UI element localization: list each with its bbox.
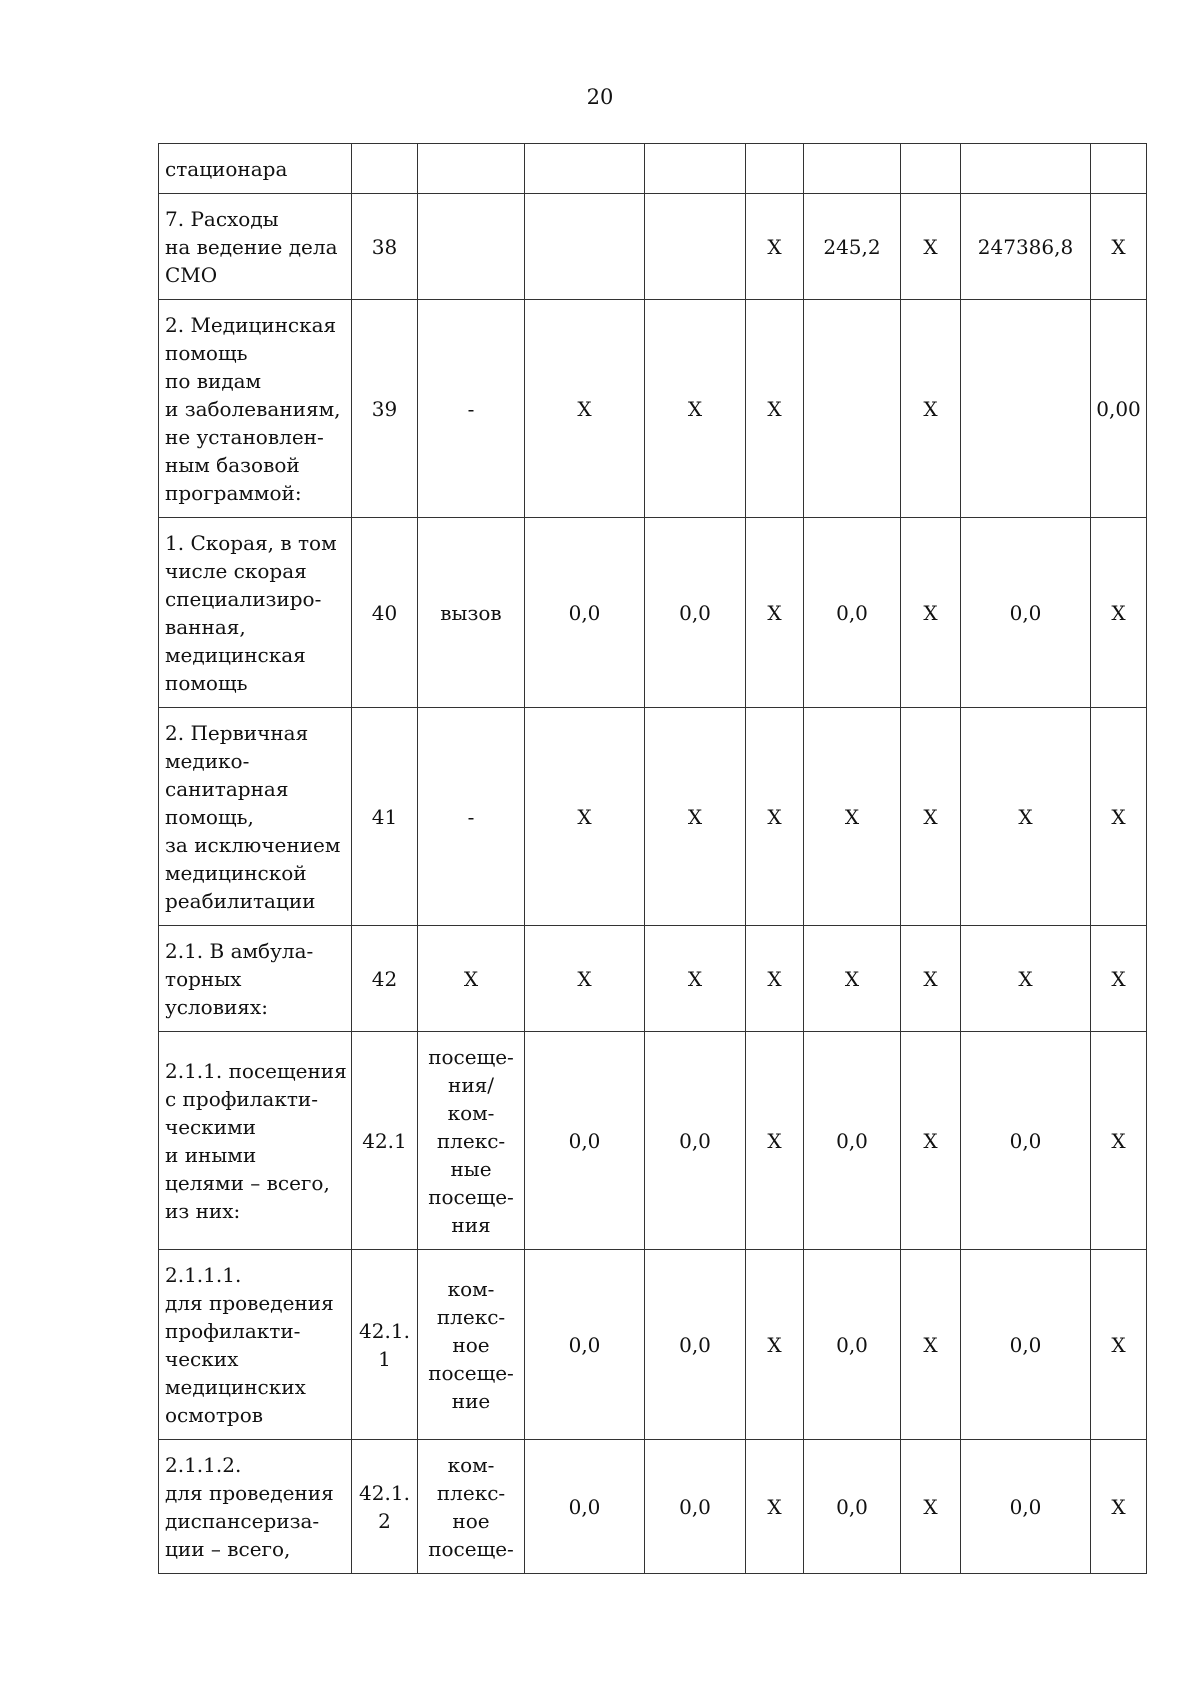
row-name-cell: 2. Первичная медико- санитарная помощь, за исключением медицинской реабилитации	[159, 708, 352, 926]
col7-cell: 0,0	[804, 1250, 901, 1440]
col7-cell: X	[804, 926, 901, 1032]
row-unit-cell: посеще- ния/ ком- плекс- ные посеще- ния	[418, 1032, 525, 1250]
row-name-cell: стационара	[159, 144, 352, 194]
col7-cell	[804, 300, 901, 518]
row-unit-cell: -	[418, 300, 525, 518]
col4-cell: 0,0	[525, 1032, 645, 1250]
col4-cell: 0,0	[525, 1440, 645, 1574]
col10-cell: X	[1091, 194, 1147, 300]
col8-cell	[901, 144, 961, 194]
col10-cell	[1091, 144, 1147, 194]
row-code-cell	[352, 144, 418, 194]
col9-cell: 0,0	[961, 518, 1091, 708]
row-code-cell: 42.1	[352, 1032, 418, 1250]
col6-cell: X	[746, 708, 804, 926]
col5-cell: X	[645, 300, 746, 518]
col10-cell: X	[1091, 1250, 1147, 1440]
col9-cell: 247386,8	[961, 194, 1091, 300]
col7-cell: 0,0	[804, 1440, 901, 1574]
table-row	[159, 1440, 1147, 1574]
col8-cell: X	[901, 518, 961, 708]
col6-cell: X	[746, 1440, 804, 1574]
row-name-cell: 2.1.1.1. для проведения профилакти- ческих медицинских осмотров	[159, 1250, 352, 1440]
col5-cell: X	[645, 708, 746, 926]
col7-cell: 245,2	[804, 194, 901, 300]
col5-cell: 0,0	[645, 1032, 746, 1250]
col6-cell: X	[746, 194, 804, 300]
col9-cell: 0,0	[961, 1250, 1091, 1440]
col7-cell	[804, 144, 901, 194]
table-row	[159, 144, 1147, 194]
table-row	[159, 926, 1147, 1032]
col9-cell: X	[961, 926, 1091, 1032]
col8-cell: X	[901, 708, 961, 926]
data-table	[158, 143, 1147, 1574]
col7-cell: X	[804, 708, 901, 926]
col9-cell	[961, 144, 1091, 194]
col6-cell: X	[746, 1250, 804, 1440]
col8-cell: X	[901, 1440, 961, 1574]
col5-cell: 0,0	[645, 1250, 746, 1440]
col4-cell	[525, 194, 645, 300]
row-unit-cell: -	[418, 708, 525, 926]
col9-cell: 0,0	[961, 1032, 1091, 1250]
col8-cell: X	[901, 1032, 961, 1250]
col10-cell: X	[1091, 518, 1147, 708]
col9-cell	[961, 300, 1091, 518]
page-number: 20	[586, 85, 614, 109]
col10-cell: 0,00	[1091, 300, 1147, 518]
col6-cell: X	[746, 300, 804, 518]
row-code-cell: 39	[352, 300, 418, 518]
col9-cell: 0,0	[961, 1440, 1091, 1574]
col6-cell	[746, 144, 804, 194]
col6-cell: X	[746, 518, 804, 708]
row-name-cell: 7. Расходы на ведение дела СМО	[159, 194, 352, 300]
row-code-cell: 41	[352, 708, 418, 926]
col8-cell: X	[901, 194, 961, 300]
row-unit-cell: X	[418, 926, 525, 1032]
col5-cell	[645, 144, 746, 194]
col7-cell: 0,0	[804, 518, 901, 708]
col9-cell: X	[961, 708, 1091, 926]
col8-cell: X	[901, 926, 961, 1032]
row-code-cell: 42.1. 2	[352, 1440, 418, 1574]
col6-cell: X	[746, 926, 804, 1032]
row-name-cell: 2.1. В амбула- торных условиях:	[159, 926, 352, 1032]
row-code-cell: 38	[352, 194, 418, 300]
col8-cell: X	[901, 1250, 961, 1440]
row-code-cell: 40	[352, 518, 418, 708]
col5-cell	[645, 194, 746, 300]
col10-cell: X	[1091, 1032, 1147, 1250]
row-unit-cell	[418, 194, 525, 300]
table-body	[159, 144, 1147, 1574]
col5-cell: 0,0	[645, 1440, 746, 1574]
col6-cell: X	[746, 1032, 804, 1250]
row-name-cell: 2.1.1. посещения с профилакти- ческими и иными целями – всего, из них:	[159, 1032, 352, 1250]
col5-cell: X	[645, 926, 746, 1032]
col4-cell: X	[525, 300, 645, 518]
row-name-cell: 2. Медицинская помощь по видам и заболеваниям, не установлен- ным базовой программой:	[159, 300, 352, 518]
col4-cell: 0,0	[525, 518, 645, 708]
row-unit-cell: ком- плекс- ное посеще- ние	[418, 1250, 525, 1440]
table-row	[159, 518, 1147, 708]
col4-cell	[525, 144, 645, 194]
col10-cell: X	[1091, 1440, 1147, 1574]
col5-cell: 0,0	[645, 518, 746, 708]
row-name-cell: 1. Скорая, в том числе скорая специализиро- ванная, медицинская помощь	[159, 518, 352, 708]
row-unit-cell	[418, 144, 525, 194]
row-name-cell: 2.1.1.2. для проведения диспансериза- ции – всего,	[159, 1440, 352, 1574]
table-row	[159, 1032, 1147, 1250]
row-unit-cell: вызов	[418, 518, 525, 708]
col4-cell: X	[525, 708, 645, 926]
table-row	[159, 708, 1147, 926]
table-row	[159, 1250, 1147, 1440]
table-row	[159, 300, 1147, 518]
col7-cell: 0,0	[804, 1032, 901, 1250]
col4-cell: X	[525, 926, 645, 1032]
row-code-cell: 42	[352, 926, 418, 1032]
table-row	[159, 194, 1147, 300]
col4-cell: 0,0	[525, 1250, 645, 1440]
row-unit-cell: ком- плекс- ное посеще-	[418, 1440, 525, 1574]
col10-cell: X	[1091, 708, 1147, 926]
col8-cell: X	[901, 300, 961, 518]
col10-cell: X	[1091, 926, 1147, 1032]
row-code-cell: 42.1. 1	[352, 1250, 418, 1440]
